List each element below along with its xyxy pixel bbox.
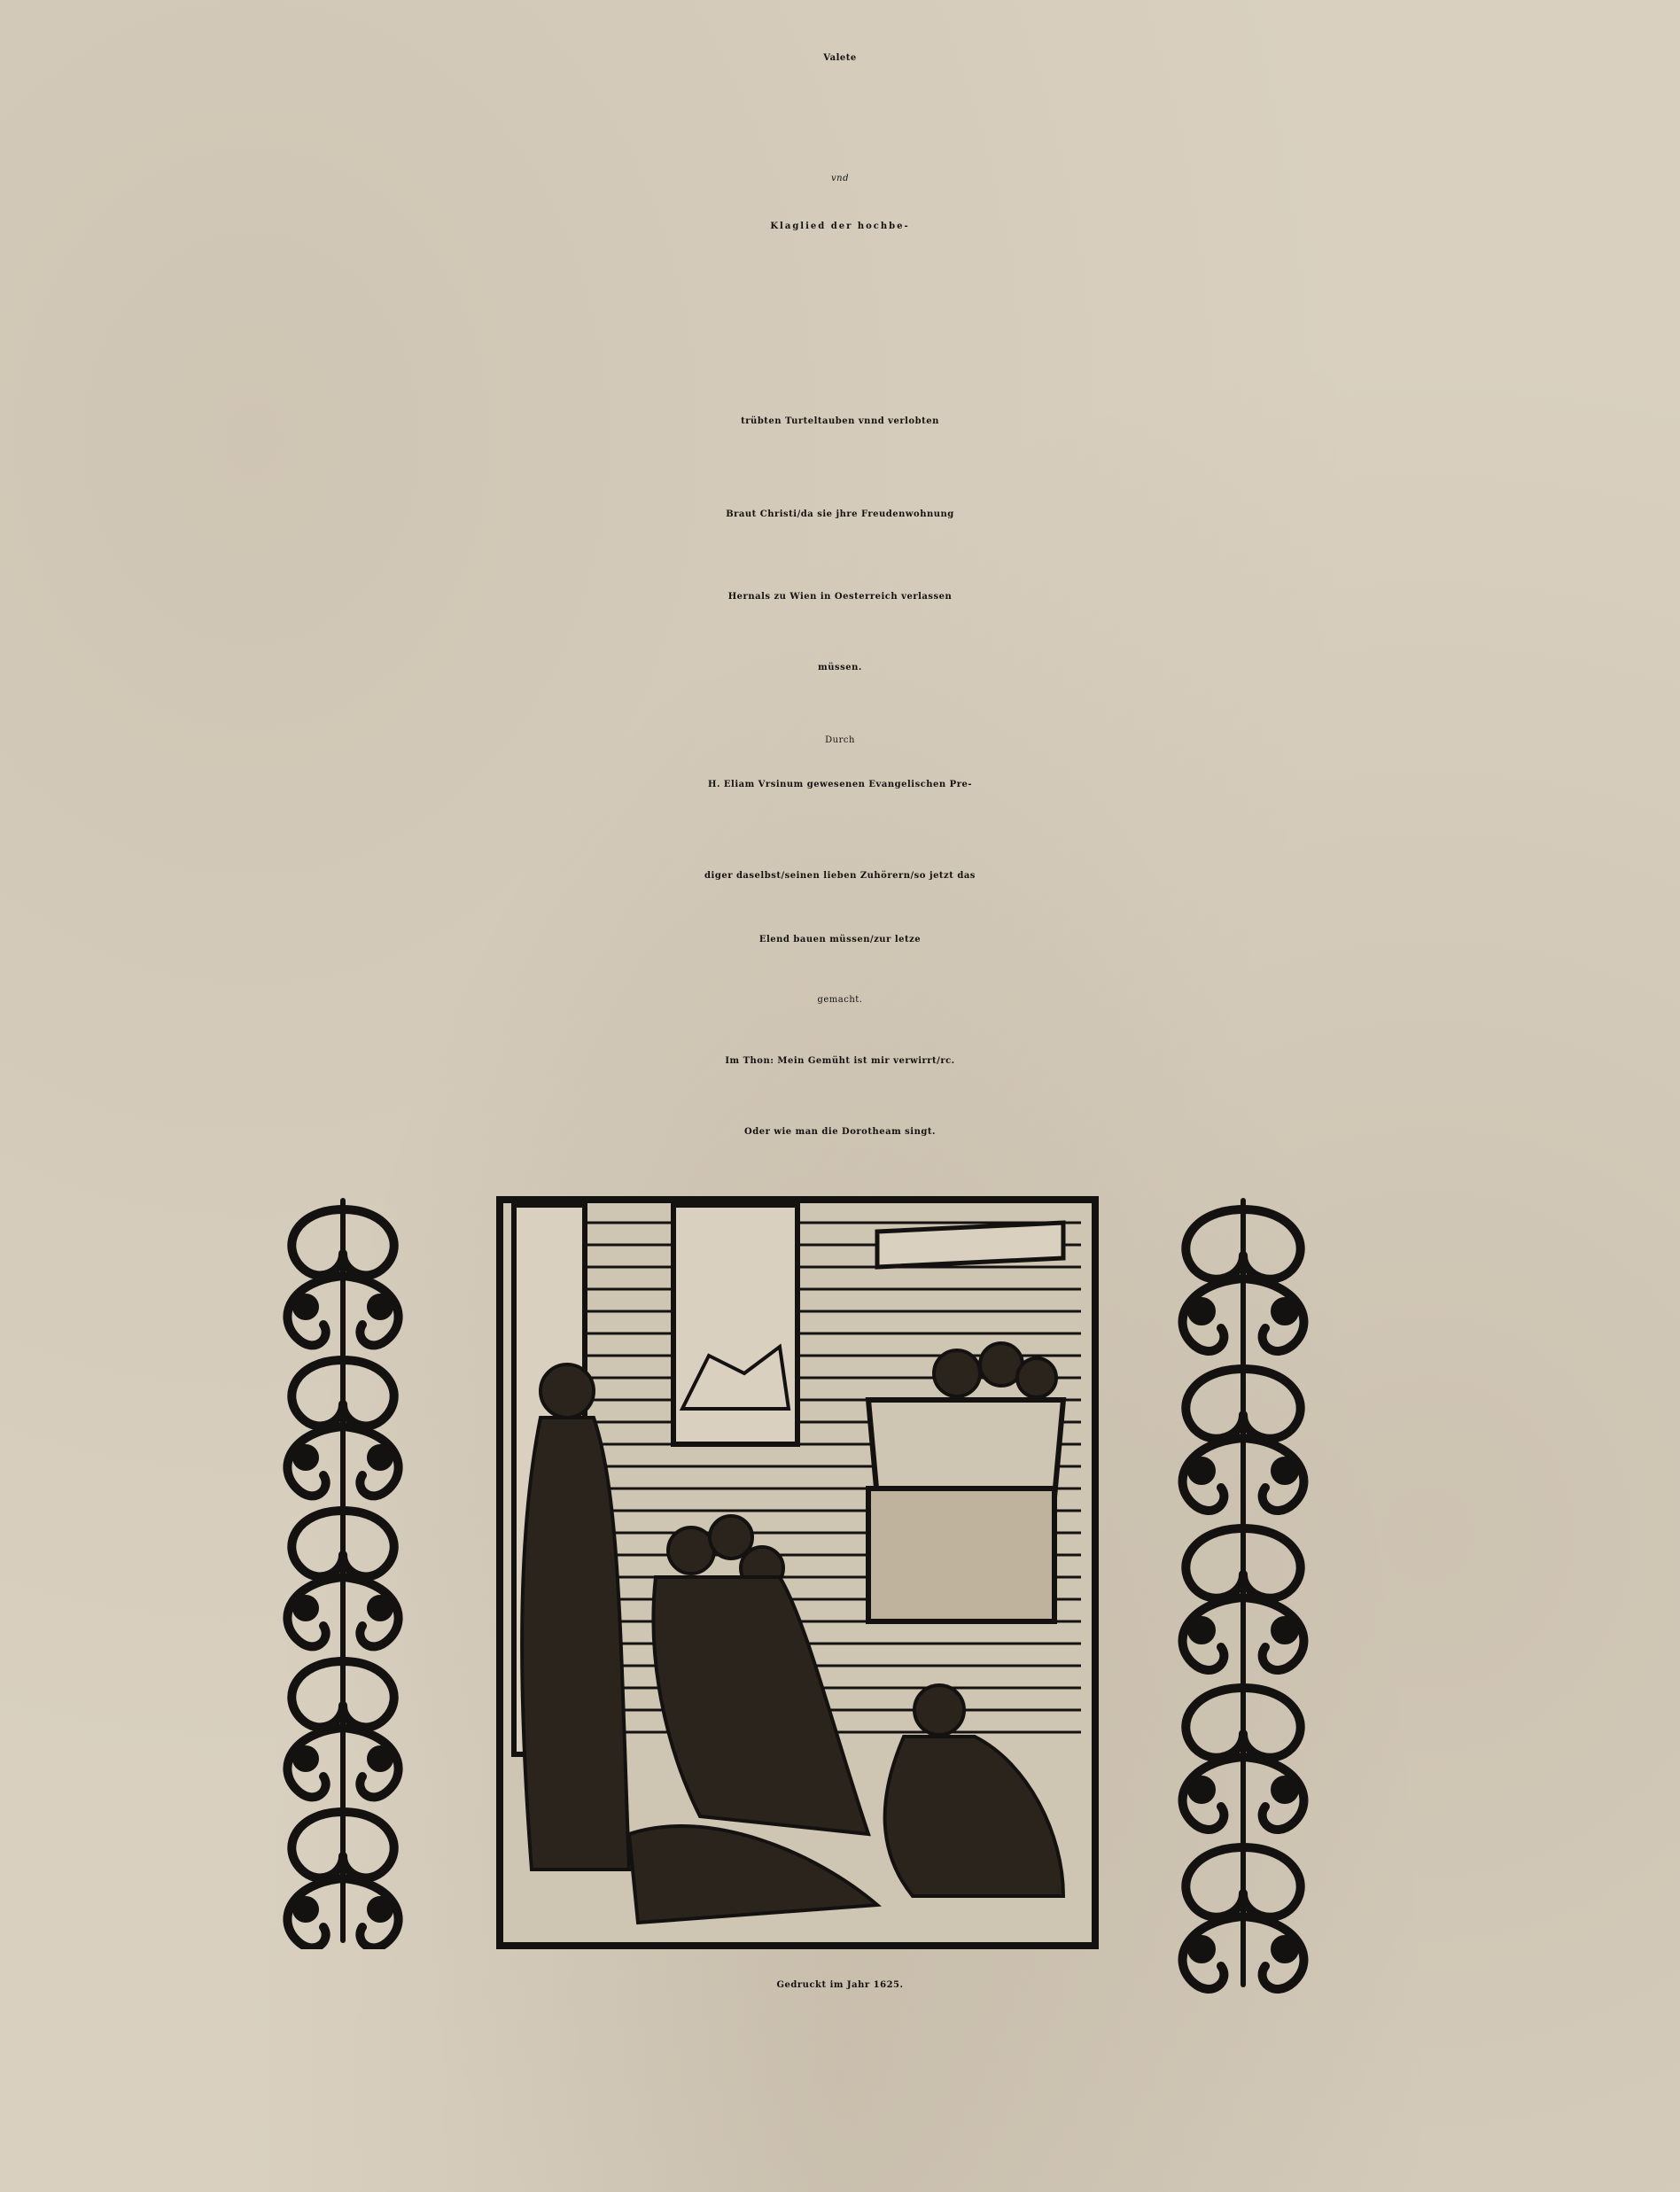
title-line-valete: Valete: [823, 53, 857, 63]
title-line-5: Braut Christi/da sie jhre Freudenwohnung: [726, 509, 954, 519]
melody-line-2: Oder wie man die Dorotheam singt.: [744, 1127, 936, 1137]
melody-line-1: Im Thon: Mein Gemüht ist mir verwirrt/rc.: [725, 1056, 955, 1066]
author-line-3: Elend bauen müssen/zur letze: [758, 935, 922, 944]
woodcut-illustration: [496, 1196, 1099, 1949]
title-line-vnd: vnd: [831, 174, 849, 183]
imprint-line: Gedruckt im Jahr 1625.: [776, 1980, 904, 1990]
title-line-klaglied: Klaglied der hochbe-: [770, 222, 910, 231]
author-line-1: H. Eliam Vrsinum gewesenen Evangelischen Pre-: [708, 780, 972, 789]
author-intro: Durch: [825, 735, 855, 745]
title-line-7: müssen.: [818, 663, 862, 672]
author-line-2: diger daselbst/seinen lieben Zuhörern/so jetzt das: [704, 871, 976, 881]
title-line-4: trübten Turteltauben vnnd verlobten: [741, 416, 939, 426]
title-line-6: Hernals zu Wien in Oesterreich verlassen: [727, 592, 953, 602]
left-ornament-border: [261, 1192, 425, 1949]
author-line-4: gemacht.: [817, 995, 863, 1005]
right-ornament-border: [1150, 1192, 1336, 1994]
